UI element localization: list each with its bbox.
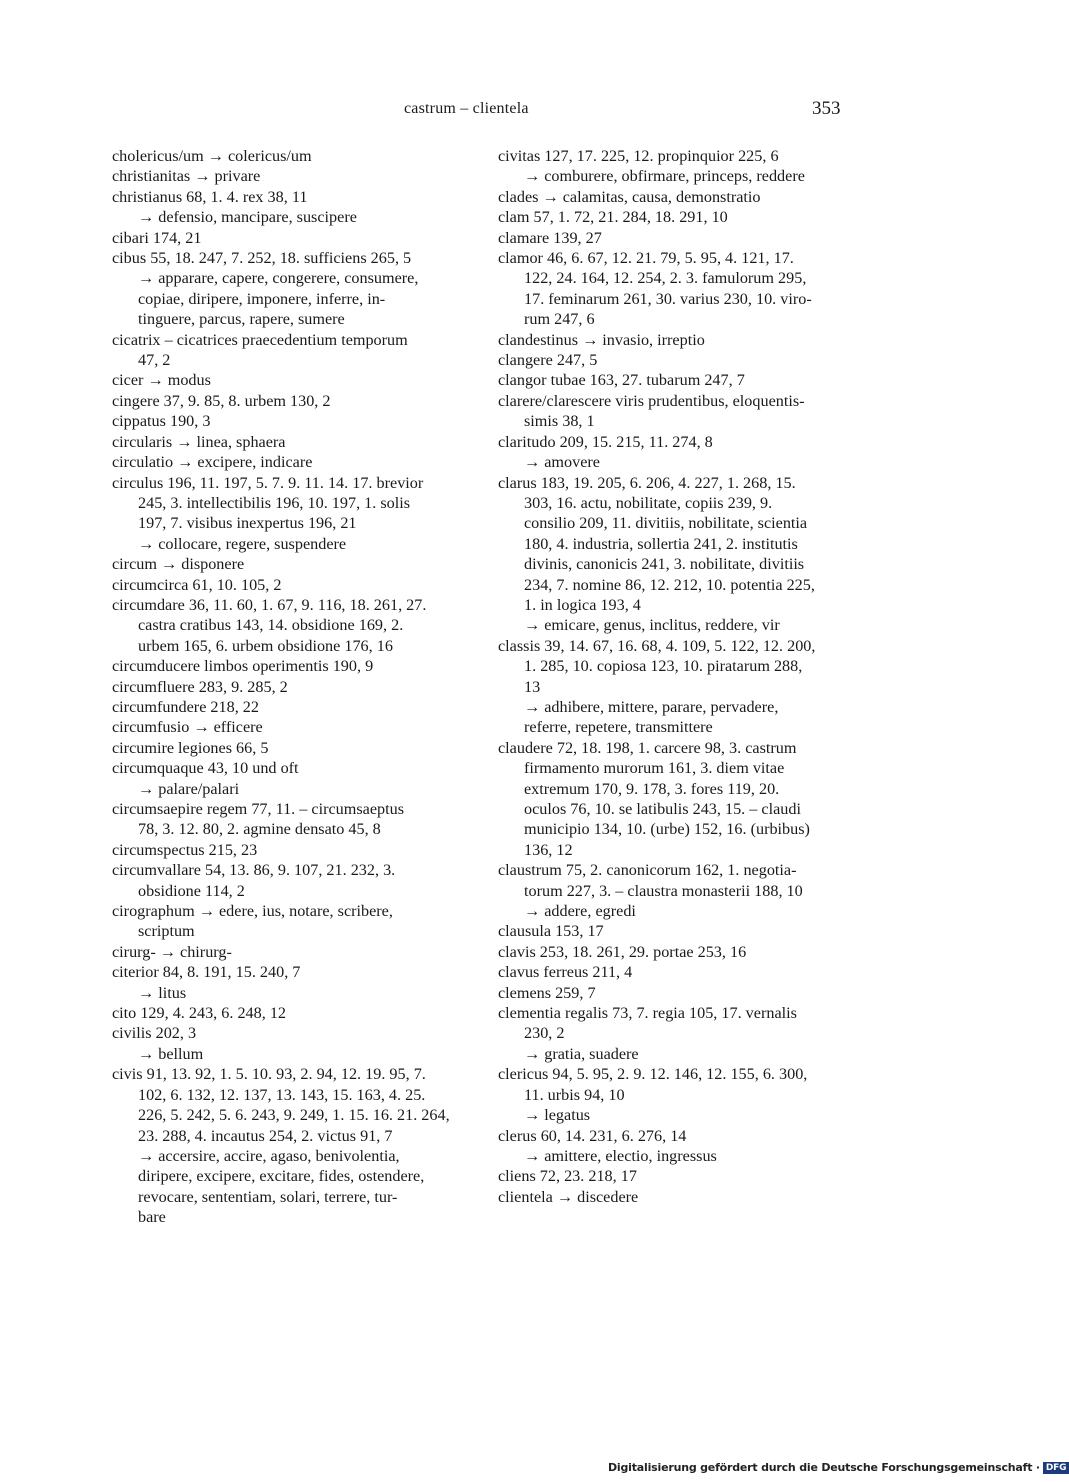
index-line-continuation: → legatus (524, 1106, 591, 1125)
index-line-continuation: 23. 288, 4. incautus 254, 2. victus 91, 7 (138, 1126, 393, 1145)
index-entry-line: clausula 153, 17 (498, 922, 604, 941)
index-line-continuation: bare (138, 1208, 166, 1227)
index-entry-line: civilis 202, 3 (112, 1024, 197, 1043)
index-entry-line: cirographum → edere, ius, notare, scribere, (112, 902, 393, 921)
index-entry-line: circumducere limbos operimentis 190, 9 (112, 657, 374, 676)
index-entry-line: claustrum 75, 2. canonicorum 162, 1. negotia- (498, 861, 797, 880)
index-column-right (498, 146, 836, 1207)
index-line-continuation: 102, 6. 132, 12. 137, 13. 143, 15. 163, 4. 25. (138, 1085, 426, 1104)
index-line-continuation: 78, 3. 12. 80, 2. agmine densato 45, 8 (138, 820, 381, 839)
footer-text: Digitalisierung gefördert durch die Deutsche Forschungsgemeinschaft · (608, 1461, 1040, 1474)
index-line-continuation: → bellum (138, 1044, 204, 1063)
index-line-continuation: scriptum (138, 922, 195, 941)
index-entry-line: circum → disponere (112, 555, 245, 574)
index-line-continuation: → amittere, electio, ingressus (524, 1146, 717, 1165)
index-entry-line: circumspectus 215, 23 (112, 840, 258, 859)
index-entry-line: clamor 46, 6. 67, 12. 21. 79, 5. 95, 4. 121, 17. (498, 249, 794, 268)
index-entry-line: circumfusio → efficere (112, 718, 263, 737)
index-entry-line: clangere 247, 5 (498, 351, 598, 370)
index-entry-line: clericus 94, 5. 95, 2. 9. 12. 146, 12. 155, 6. 300, (498, 1065, 808, 1084)
index-entry-line: circumquaque 43, 10 und oft (112, 759, 299, 778)
index-entry-line: claudere 72, 18. 198, 1. carcere 98, 3. castrum (498, 738, 797, 757)
index-line-continuation: → amovere (524, 453, 600, 472)
index-entry-line: circumire legiones 66, 5 (112, 738, 269, 757)
index-line-continuation: 13 (524, 677, 541, 696)
index-line-continuation: 136, 12 (524, 840, 573, 859)
index-entry-line: circulus 196, 11. 197, 5. 7. 9. 11. 14. 17. brevior (112, 473, 424, 492)
index-entry-line: clades → calamitas, causa, demonstratio (498, 187, 761, 206)
index-entry-line: cibari 174, 21 (112, 228, 202, 247)
index-entry-line: citerior 84, 8. 191, 15. 240, 7 (112, 963, 301, 982)
index-entry-line: cliens 72, 23. 218, 17 (498, 1167, 637, 1186)
index-entry-line: cicer → modus (112, 371, 211, 390)
index-entry-line: cingere 37, 9. 85, 8. urbem 130, 2 (112, 391, 331, 410)
index-entry-line: circulatio → excipere, indicare (112, 453, 313, 472)
index-line-continuation: 234, 7. nomine 86, 12. 212, 10. potentia 225, (524, 575, 815, 594)
index-entry-line: clangor tubae 163, 27. tubarum 247, 7 (498, 371, 745, 390)
index-entry-line: clemens 259, 7 (498, 983, 596, 1002)
index-entry-line: clementia regalis 73, 7. regia 105, 17. vernalis (498, 1004, 797, 1023)
index-line-continuation: torum 227, 3. – claustra monasterii 188, 10 (524, 881, 803, 900)
dfg-logo: DFG (1043, 1462, 1069, 1474)
index-entry-line: circumfluere 283, 9. 285, 2 (112, 677, 288, 696)
index-entry-line: clandestinus → invasio, irreptio (498, 330, 705, 349)
index-line-continuation: → adhibere, mittere, parare, pervadere, (524, 697, 779, 716)
index-entry-line: christianitas → privare (112, 167, 261, 186)
index-entry-line: clerus 60, 14. 231, 6. 276, 14 (498, 1126, 687, 1145)
index-line-continuation: 226, 5. 242, 5. 6. 243, 9. 249, 1. 15. 16. 21. 264, (138, 1106, 450, 1125)
index-entry-line: circularis → linea, sphaera (112, 432, 286, 451)
running-head (0, 100, 1000, 124)
index-entry-line: cicatrix – cicatrices praecedentium temporum (112, 330, 408, 349)
index-column-left (112, 146, 450, 1228)
index-entry-line: cippatus 190, 3 (112, 412, 211, 431)
index-line-continuation: 1. 285, 10. copiosa 123, 10. piratarum 288, (524, 657, 803, 676)
running-title: castrum – clientela (404, 100, 529, 117)
index-entry-line: claritudo 209, 15. 215, 11. 274, 8 (498, 432, 713, 451)
index-line-continuation: urbem 165, 6. urbem obsidione 176, 16 (138, 636, 393, 655)
index-line-continuation: → apparare, capere, congerere, consumere, (138, 269, 419, 288)
index-line-continuation: firmamento murorum 161, 3. diem vitae (524, 759, 785, 778)
index-line-continuation: 47, 2 (138, 351, 171, 370)
index-line-continuation: 122, 24. 164, 12. 254, 2. 3. famulorum 295, (524, 269, 807, 288)
index-line-continuation: referre, repetere, transmittere (524, 718, 713, 737)
index-line-continuation: oculos 76, 10. se latibulis 243, 15. – claudi (524, 800, 801, 818)
index-line-continuation: consilio 209, 11. divitiis, nobilitate, scientia (524, 514, 808, 533)
page-number: 353 (812, 98, 841, 119)
index-line-continuation: 180, 4. industria, sollertia 241, 2. institutis (524, 534, 798, 553)
index-line-continuation: extremum 170, 9. 178, 3. fores 119, 20. (524, 779, 780, 798)
index-entry-line: clavis 253, 18. 261, 29. portae 253, 16 (498, 942, 747, 961)
index-entry-line: circumfundere 218, 22 (112, 697, 259, 716)
index-entry-line: circumsaepire regem 77, 11. – circumsaeptus (112, 800, 405, 818)
index-entry-line: circumvallare 54, 13. 86, 9. 107, 21. 232, 3. (112, 861, 396, 880)
index-line-continuation: rum 247, 6 (524, 310, 595, 329)
index-entry-line: cholericus/um → colericus/um (112, 147, 312, 165)
index-line-continuation: → palare/palari (138, 779, 240, 798)
index-line-continuation: 245, 3. intellectibilis 196, 10. 197, 1. solis (138, 493, 411, 512)
index-line-continuation: → addere, egredi (524, 902, 636, 921)
index-line-continuation: 1. in logica 193, 4 (524, 595, 641, 614)
index-entry-line: circumdare 36, 11. 60, 1. 67, 9. 116, 18. 261, 27. (112, 595, 427, 614)
index-entry-line: clamare 139, 27 (498, 228, 602, 247)
index-line-continuation: 11. urbis 94, 10 (524, 1085, 625, 1104)
index-line-continuation: 230, 2 (524, 1024, 565, 1043)
index-line-continuation: copiae, diripere, imponere, inferre, in- (138, 289, 386, 308)
index-line-continuation: municipio 134, 10. (urbe) 152, 16. (urbibus) (524, 820, 810, 839)
index-line-continuation: 303, 16. actu, nobilitate, copiis 239, 9. (524, 493, 773, 512)
index-line-continuation: diripere, excipere, excitare, fides, ostendere, (138, 1167, 425, 1186)
footer-credit (608, 1461, 1069, 1474)
index-line-continuation: → defensio, mancipare, suscipere (138, 208, 357, 227)
index-entry-line: cirurg- → chirurg- (112, 942, 232, 961)
index-line-continuation: → gratia, suadere (524, 1044, 639, 1063)
index-entry-line: christianus 68, 1. 4. rex 38, 11 (112, 187, 308, 206)
index-line-continuation: simis 38, 1 (524, 412, 595, 431)
index-entry-line: clarus 183, 19. 205, 6. 206, 4. 227, 1. 268, 15. (498, 473, 796, 492)
index-entry-line: civis 91, 13. 92, 1. 5. 10. 93, 2. 94, 12. 19. 95, 7. (112, 1065, 426, 1084)
index-entry-line: civitas 127, 17. 225, 12. propinquior 225, 6 (498, 147, 779, 165)
index-line-continuation: obsidione 114, 2 (138, 881, 245, 900)
index-entry-line: clientela → discedere (498, 1187, 639, 1206)
index-entry-line: cibus 55, 18. 247, 7. 252, 18. sufficiens 265, 5 (112, 249, 412, 268)
index-line-continuation: divinis, canonicis 241, 3. nobilitate, divitiis (524, 555, 805, 574)
index-entry-line: cito 129, 4. 243, 6. 248, 12 (112, 1004, 287, 1023)
index-entry-line: classis 39, 14. 67, 16. 68, 4. 109, 5. 122, 12. 200, (498, 636, 816, 655)
index-entry-line: clavus ferreus 211, 4 (498, 963, 633, 982)
index-line-continuation: → litus (138, 983, 187, 1002)
index-line-continuation: → accersire, accire, agaso, benivolentia, (138, 1146, 400, 1165)
index-line-continuation: → emicare, genus, inclitus, reddere, vir (524, 616, 780, 635)
index-line-continuation: revocare, sententiam, solari, terrere, tur- (138, 1187, 398, 1206)
index-line-continuation: → comburere, obfirmare, princeps, reddere (524, 167, 805, 186)
index-entry-line: circumcirca 61, 10. 105, 2 (112, 575, 282, 594)
index-line-continuation: castra cratibus 143, 14. obsidione 169, 2. (138, 616, 404, 635)
index-line-continuation: tinguere, parcus, rapere, sumere (138, 310, 345, 329)
index-line-continuation: 17. feminarum 261, 30. varius 230, 10. viro- (524, 289, 812, 308)
index-entry-line: clarere/clarescere viris prudentibus, eloquentis- (498, 391, 805, 410)
index-entry-line: clam 57, 1. 72, 21. 284, 18. 291, 10 (498, 208, 728, 227)
index-line-continuation: 197, 7. visibus inexpertus 196, 21 (138, 514, 357, 533)
index-line-continuation: → collocare, regere, suspendere (138, 534, 347, 553)
